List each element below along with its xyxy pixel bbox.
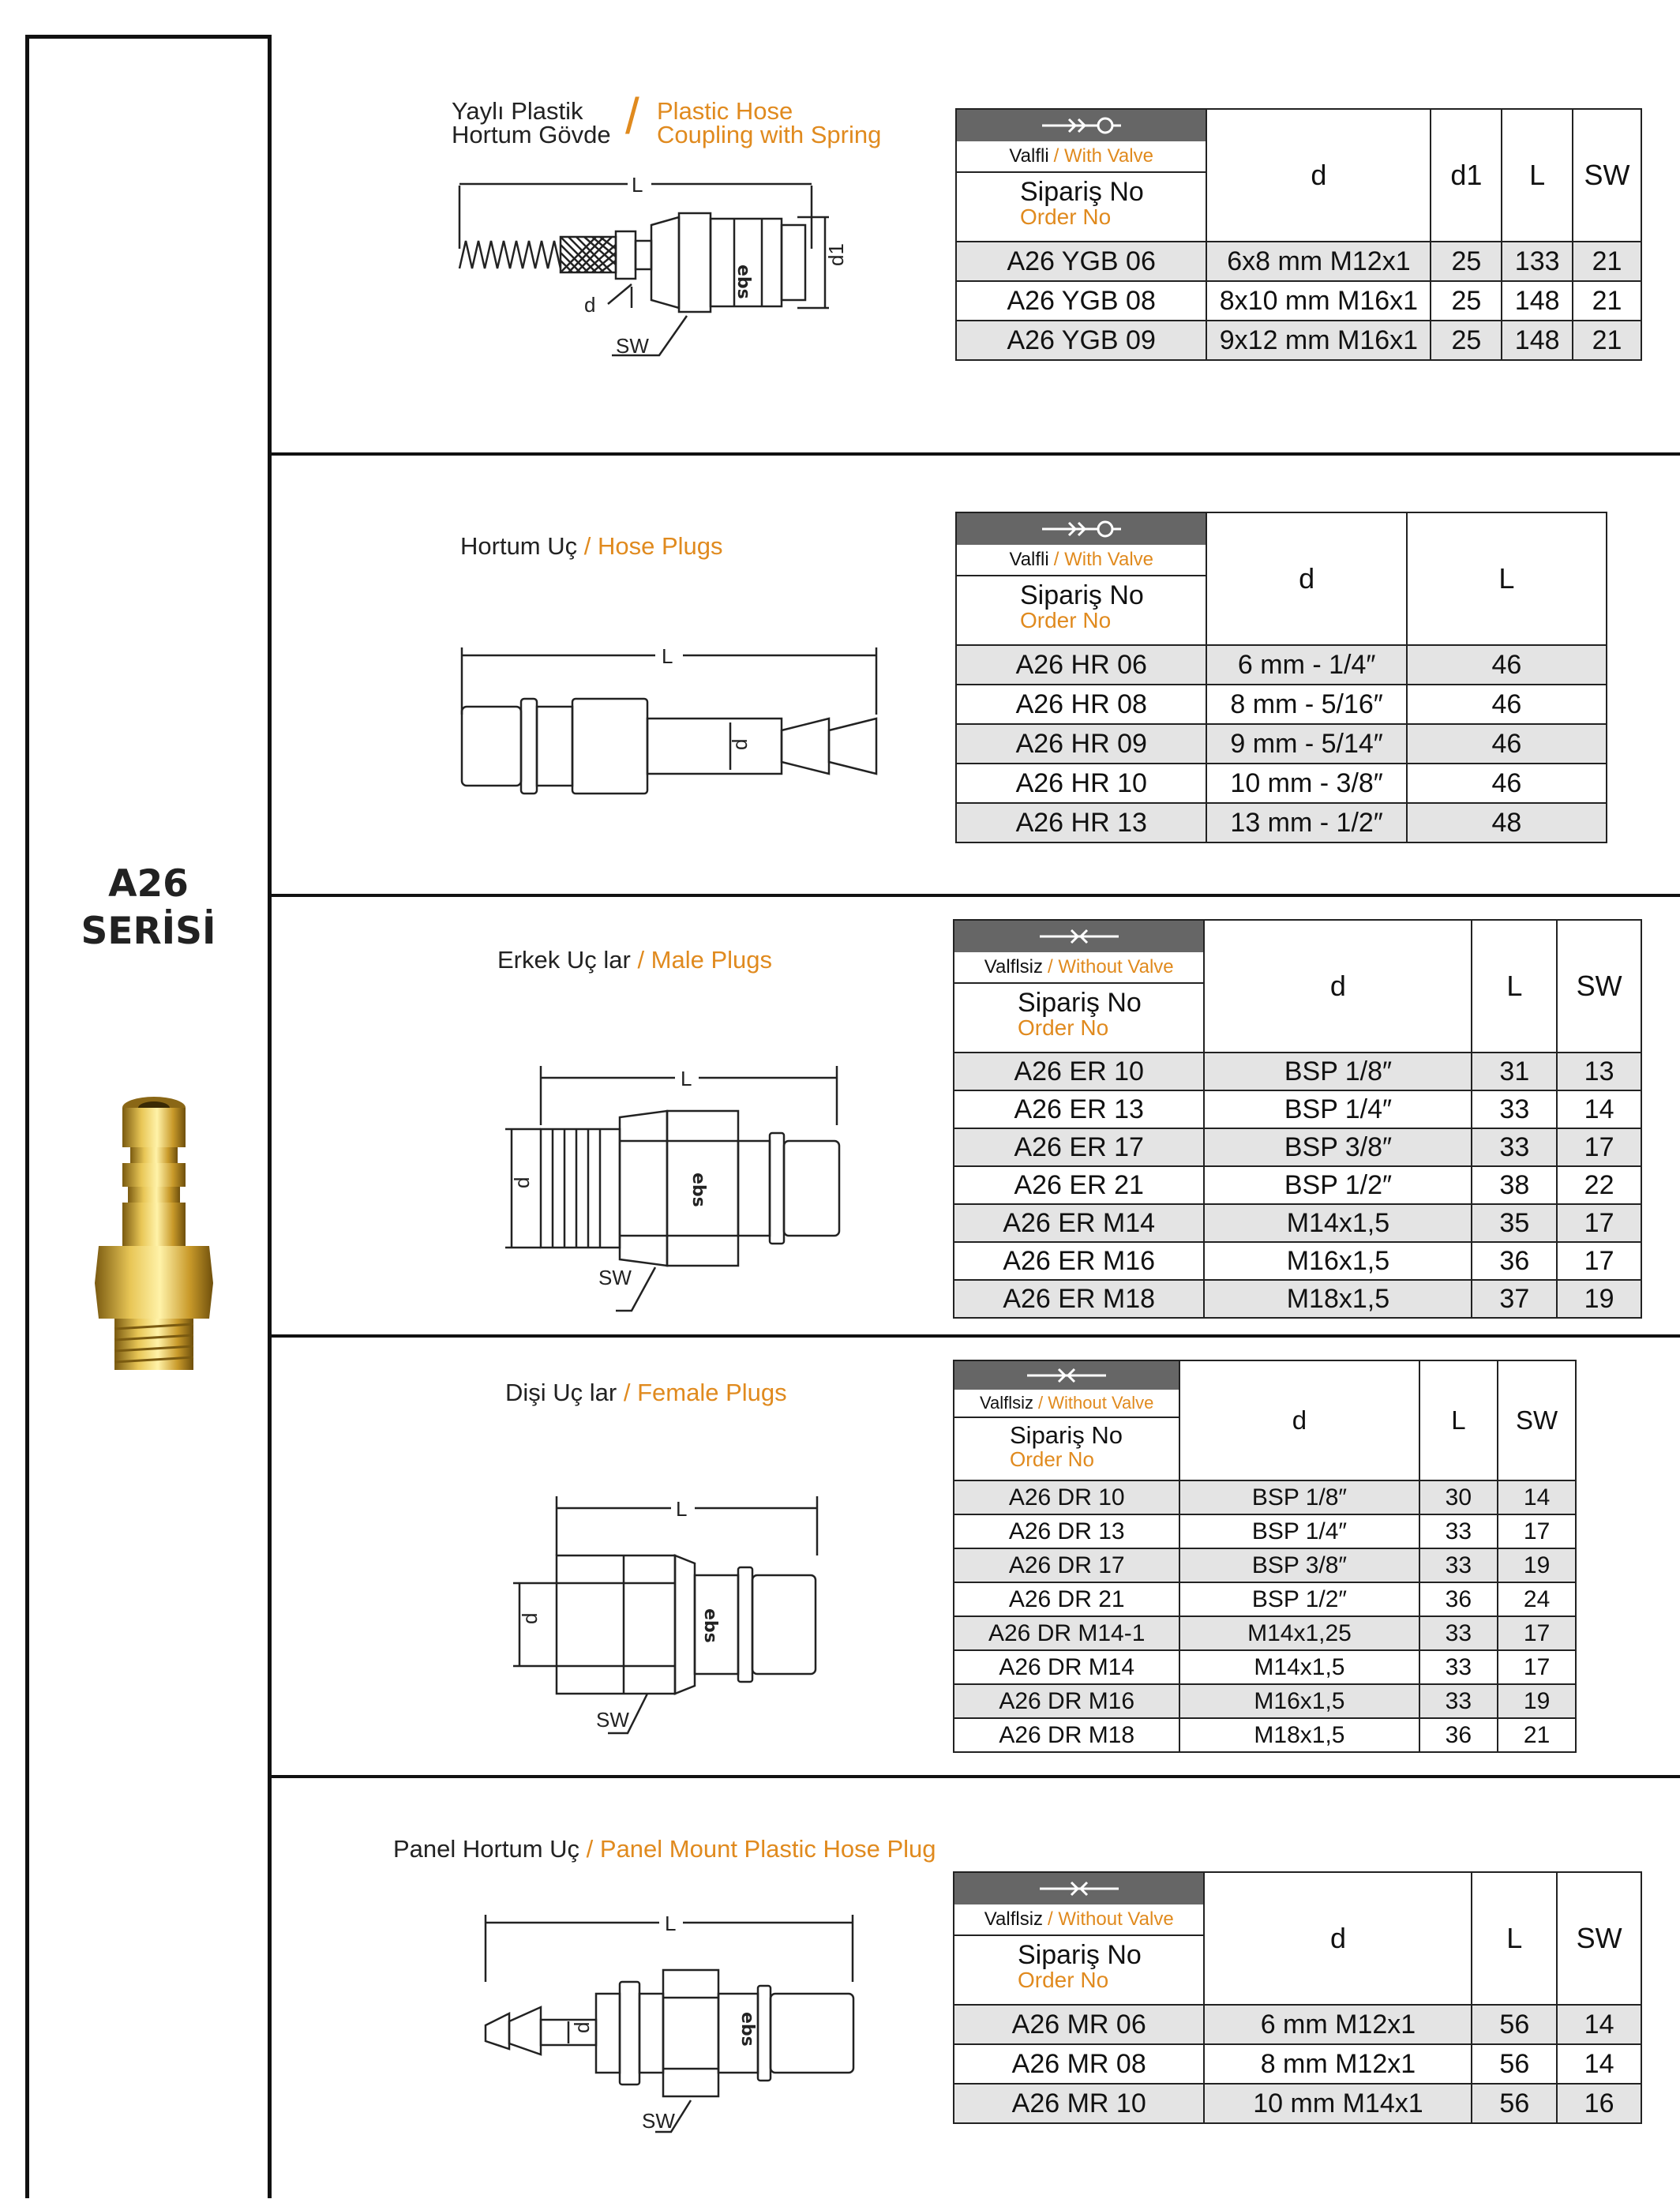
table-row	[954, 1280, 1641, 1318]
table-row	[956, 242, 1641, 281]
cell-L: 46	[1407, 685, 1607, 724]
order-no: A26 HR 08	[956, 685, 1206, 724]
valve-label: Valfli / With Valve	[957, 141, 1206, 173]
section-title: Erkek Uç lar / Male Plugs	[497, 946, 773, 974]
cell-L: 56	[1472, 2044, 1557, 2084]
order-label-en: Order No	[1020, 608, 1112, 632]
cell-SW: 16	[1557, 2084, 1641, 2123]
table-row	[954, 1053, 1641, 1090]
dim-d1: d1	[824, 243, 848, 266]
table-row	[954, 1514, 1576, 1548]
cell-d: 8 mm - 5/16″	[1206, 685, 1406, 724]
cell-L: 31	[1472, 1053, 1557, 1090]
cell-L: 30	[1419, 1480, 1498, 1514]
order-no: A26 DR M14-1	[954, 1616, 1179, 1650]
table-row	[954, 1480, 1576, 1514]
cell-L: 148	[1502, 321, 1573, 360]
cell-SW: 21	[1573, 242, 1641, 281]
col-header: d	[1204, 920, 1472, 1053]
order-no: A26 ER M18	[954, 1280, 1204, 1318]
valve-label-tr: Valflsiz	[984, 956, 1043, 978]
section-title: Hortum Uç / Hose Plugs	[460, 532, 723, 560]
table-row	[954, 1718, 1576, 1752]
cell-L: 33	[1419, 1616, 1498, 1650]
drawing-male-plug	[497, 1062, 853, 1291]
dim-L: L	[676, 1497, 688, 1521]
table-row	[954, 1166, 1641, 1204]
order-no: A26 YGB 06	[956, 242, 1206, 281]
col-header: L	[1472, 920, 1557, 1053]
order-no: A26 DR 10	[954, 1480, 1179, 1514]
dim-d: d	[728, 738, 752, 750]
table-row	[954, 1650, 1576, 1684]
spec-table-hose-plugs	[955, 512, 1607, 843]
table-row	[954, 1548, 1576, 1582]
section-divider	[272, 1775, 1680, 1778]
title-en: Hose Plugs	[598, 532, 723, 560]
cell-L: 33	[1472, 1128, 1557, 1166]
table-row	[954, 1204, 1641, 1242]
cell-d: M16x1,5	[1204, 1242, 1472, 1280]
cell-L: 36	[1419, 1718, 1498, 1752]
cell-d: BSP 1/2″	[1204, 1166, 1472, 1204]
cell-d1: 25	[1431, 281, 1502, 321]
cell-SW: 14	[1498, 1480, 1576, 1514]
cell-SW: 21	[1573, 281, 1641, 321]
order-header	[954, 1872, 1204, 2005]
order-label-en: Order No	[1018, 1015, 1109, 1040]
title-en: Male Plugs	[651, 946, 773, 974]
order-label-tr: Sipariş No	[1018, 988, 1142, 1018]
order-label-tr: Sipariş No	[1010, 1421, 1123, 1449]
cell-d: M18x1,5	[1179, 1718, 1419, 1752]
valve-label-en: Without Valve	[1058, 956, 1174, 978]
table-row	[956, 724, 1607, 764]
cell-L: 56	[1472, 2084, 1557, 2123]
valve-label: Valfli / With Valve	[957, 545, 1206, 576]
section-divider	[272, 894, 1680, 897]
series-code: A26	[108, 862, 189, 906]
col-header: SW	[1498, 1360, 1576, 1480]
title-en: Panel Mount Plastic Hose Plug	[599, 1835, 936, 1863]
table-row	[954, 2005, 1641, 2044]
brand-logo: ebs	[737, 2012, 757, 2047]
table-row	[956, 281, 1641, 321]
cell-SW: 17	[1498, 1616, 1576, 1650]
dim-L: L	[632, 173, 643, 197]
svg-text:ebs: ebs	[733, 265, 753, 299]
col-header: d1	[1431, 109, 1502, 242]
spec-table-female-plugs	[953, 1360, 1577, 1753]
drawing-plastic-hose-coupling	[450, 170, 848, 375]
order-label-en: Order No	[1010, 1447, 1094, 1471]
order-no: A26 ER 17	[954, 1128, 1204, 1166]
cell-L: 46	[1407, 764, 1607, 803]
valve-label-en: With Valve	[1064, 145, 1153, 167]
cell-d: BSP 1/4″	[1179, 1514, 1419, 1548]
order-label-tr: Sipariş No	[1020, 580, 1144, 610]
valve-closed-icon	[954, 1873, 1203, 1904]
cell-d: M14x1,5	[1204, 1204, 1472, 1242]
cell-L: 33	[1419, 1548, 1498, 1582]
valve-label-en: Without Valve	[1048, 1393, 1154, 1413]
cell-SW: 17	[1557, 1242, 1641, 1280]
valve-label-en: With Valve	[1064, 549, 1153, 570]
cell-d: BSP 1/8″	[1204, 1053, 1472, 1090]
title-en-line2: Coupling with Spring	[657, 121, 882, 148]
cell-SW: 21	[1573, 321, 1641, 360]
cell-SW: 13	[1557, 1053, 1641, 1090]
cell-d: BSP 1/4″	[1204, 1090, 1472, 1128]
col-header: SW	[1573, 109, 1641, 242]
col-header: d	[1206, 109, 1431, 242]
table-row	[956, 685, 1607, 724]
cell-d: BSP 1/8″	[1179, 1480, 1419, 1514]
order-label-tr: Sipariş No	[1020, 177, 1144, 207]
cell-L: 33	[1419, 1684, 1498, 1718]
dim-SW: SW	[596, 1708, 629, 1732]
table-row	[954, 1242, 1641, 1280]
order-no: A26 ER 10	[954, 1053, 1204, 1090]
cell-d1: 25	[1431, 242, 1502, 281]
valve-label-tr: Valfli	[1009, 145, 1049, 167]
valve-closed-icon	[954, 1361, 1179, 1390]
valve-label-tr: Valflsiz	[979, 1393, 1034, 1413]
order-no: A26 MR 10	[954, 2084, 1204, 2123]
order-no: A26 MR 06	[954, 2005, 1204, 2044]
dim-d: d	[584, 293, 596, 317]
spec-table-panel-mount-plug	[953, 1871, 1642, 2124]
spec-table-plastic-hose-coupling	[955, 108, 1642, 361]
cell-d1: 25	[1431, 321, 1502, 360]
section-title-tr	[452, 99, 611, 147]
order-no: A26 DR 21	[954, 1582, 1179, 1616]
title-en: Female Plugs	[637, 1379, 787, 1406]
cell-L: 33	[1472, 1090, 1557, 1128]
cell-L: 35	[1472, 1204, 1557, 1242]
cell-L: 36	[1419, 1582, 1498, 1616]
order-no: A26 ER 13	[954, 1090, 1204, 1128]
series-title	[25, 861, 272, 955]
dim-L: L	[681, 1067, 692, 1090]
table-row	[956, 645, 1607, 685]
title-tr-line2: Hortum Gövde	[452, 121, 611, 148]
cell-L: 133	[1502, 242, 1573, 281]
drawing-female-plug	[497, 1492, 829, 1732]
valve-label-en: Without Valve	[1058, 1908, 1174, 1930]
section-title-en	[657, 99, 881, 147]
valve-label: Valflsiz / Without Valve	[954, 952, 1203, 984]
order-no: A26 HR 06	[956, 645, 1206, 685]
section-title: Dişi Uç lar / Female Plugs	[505, 1379, 787, 1406]
cell-d: 6x8 mm M12x1	[1206, 242, 1431, 281]
dim-L: L	[665, 1912, 677, 1935]
dim-SW: SW	[642, 2109, 675, 2133]
cell-L: 46	[1407, 645, 1607, 685]
cell-SW: 14	[1557, 2005, 1641, 2044]
drawing-panel-mount-plug	[474, 1911, 861, 2132]
title-tr: Erkek Uç lar	[497, 946, 631, 974]
order-no: A26 DR M14	[954, 1650, 1179, 1684]
order-no: A26 DR 17	[954, 1548, 1179, 1582]
col-header: L	[1419, 1360, 1498, 1480]
title-slash: /	[625, 88, 639, 144]
table-row	[954, 1090, 1641, 1128]
col-header: SW	[1557, 1872, 1641, 2005]
spec-table-male-plugs	[953, 919, 1642, 1319]
cell-SW: 17	[1498, 1650, 1576, 1684]
drawing-hose-plug	[458, 644, 884, 801]
order-no: A26 DR M18	[954, 1718, 1179, 1752]
order-no: A26 HR 09	[956, 724, 1206, 764]
cell-d: 13 mm - 1/2″	[1206, 803, 1406, 842]
dim-d: d	[518, 1612, 542, 1624]
order-no: A26 MR 08	[954, 2044, 1204, 2084]
product-photo	[87, 1094, 221, 1378]
order-no: A26 YGB 09	[956, 321, 1206, 360]
order-no: A26 YGB 08	[956, 281, 1206, 321]
cell-L: 46	[1407, 724, 1607, 764]
section-title: Panel Hortum Uç / Panel Mount Plastic Hose Plug	[393, 1835, 936, 1863]
cell-SW: 14	[1557, 1090, 1641, 1128]
table-row	[956, 764, 1607, 803]
cell-SW: 17	[1557, 1204, 1641, 1242]
valve-label-tr: Valfli	[1009, 549, 1049, 570]
dim-d: d	[570, 2021, 594, 2033]
col-header: L	[1502, 109, 1573, 242]
dim-L: L	[662, 644, 673, 668]
col-header: d	[1206, 512, 1406, 645]
cell-SW: 19	[1557, 1280, 1641, 1318]
title-en-line1: Plastic Hose	[657, 97, 793, 125]
table-row	[954, 1684, 1576, 1718]
cell-SW: 17	[1557, 1128, 1641, 1166]
valve-open-icon	[957, 513, 1206, 545]
cell-d: BSP 1/2″	[1179, 1582, 1419, 1616]
order-no: A26 ER 21	[954, 1166, 1204, 1204]
title-tr: Hortum Uç	[460, 532, 578, 560]
cell-d: M18x1,5	[1204, 1280, 1472, 1318]
cell-L: 48	[1407, 803, 1607, 842]
table-row	[954, 1128, 1641, 1166]
cell-d: M14x1,5	[1179, 1650, 1419, 1684]
brand-logo: ebs	[688, 1173, 708, 1207]
order-no: A26 ER M16	[954, 1242, 1204, 1280]
table-row	[956, 321, 1641, 360]
valve-label-tr: Valflsiz	[984, 1908, 1044, 1930]
title-tr: Dişi Uç lar	[505, 1379, 617, 1406]
valve-label: Valflsiz / Without Valve	[954, 1390, 1179, 1418]
cell-SW: 14	[1557, 2044, 1641, 2084]
series-word: SERİSİ	[81, 910, 216, 953]
order-header	[954, 920, 1204, 1053]
order-header	[956, 109, 1206, 242]
cell-L: 36	[1472, 1242, 1557, 1280]
order-header	[954, 1360, 1179, 1480]
col-header: SW	[1557, 920, 1641, 1053]
dim-d: d	[510, 1176, 534, 1188]
order-no: A26 HR 10	[956, 764, 1206, 803]
table-row	[954, 2044, 1641, 2084]
order-no: A26 ER M14	[954, 1204, 1204, 1242]
table-row	[954, 1582, 1576, 1616]
title-tr: Panel Hortum Uç	[393, 1835, 580, 1863]
valve-label: Valflsiz / Without Valve	[954, 1904, 1203, 1936]
order-no: A26 DR M16	[954, 1684, 1179, 1718]
col-header: L	[1472, 1872, 1557, 2005]
order-no: A26 DR 13	[954, 1514, 1179, 1548]
cell-SW: 24	[1498, 1582, 1576, 1616]
dim-SW: SW	[616, 334, 649, 358]
cell-d: 6 mm M12x1	[1204, 2005, 1472, 2044]
col-header: d	[1204, 1872, 1472, 2005]
cell-d: 8x10 mm M16x1	[1206, 281, 1431, 321]
col-header: L	[1407, 512, 1607, 645]
section-divider	[272, 452, 1680, 456]
valve-closed-icon	[954, 921, 1203, 952]
col-header: d	[1179, 1360, 1419, 1480]
cell-d: 9x12 mm M16x1	[1206, 321, 1431, 360]
title-tr-line1: Yaylı Plastik	[452, 97, 583, 125]
table-row	[954, 1616, 1576, 1650]
cell-SW: 17	[1498, 1514, 1576, 1548]
cell-d: BSP 3/8″	[1204, 1128, 1472, 1166]
cell-d: M14x1,25	[1179, 1616, 1419, 1650]
order-label-tr: Sipariş No	[1018, 1940, 1142, 1970]
cell-L: 37	[1472, 1280, 1557, 1318]
cell-L: 38	[1472, 1166, 1557, 1204]
order-label-en: Order No	[1020, 205, 1112, 229]
cell-d: 10 mm M14x1	[1204, 2084, 1472, 2123]
cell-SW: 19	[1498, 1548, 1576, 1582]
cell-SW: 21	[1498, 1718, 1576, 1752]
table-row	[956, 803, 1607, 842]
section-divider	[272, 1334, 1680, 1338]
cell-L: 148	[1502, 281, 1573, 321]
cell-SW: 22	[1557, 1166, 1641, 1204]
dim-SW: SW	[598, 1266, 632, 1289]
order-header	[956, 512, 1206, 645]
cell-d: BSP 3/8″	[1179, 1548, 1419, 1582]
cell-L: 33	[1419, 1514, 1498, 1548]
cell-L: 56	[1472, 2005, 1557, 2044]
cell-d: 8 mm M12x1	[1204, 2044, 1472, 2084]
cell-d: 10 mm - 3/8″	[1206, 764, 1406, 803]
cell-SW: 19	[1498, 1684, 1576, 1718]
cell-d: 9 mm - 5/14″	[1206, 724, 1406, 764]
table-row	[954, 2084, 1641, 2123]
brand-logo: ebs	[700, 1608, 720, 1643]
cell-d: 6 mm - 1/4″	[1206, 645, 1406, 685]
valve-open-icon	[957, 110, 1206, 141]
cell-L: 33	[1419, 1650, 1498, 1684]
cell-d: M16x1,5	[1179, 1684, 1419, 1718]
order-no: A26 HR 13	[956, 803, 1206, 842]
order-label-en: Order No	[1018, 1968, 1109, 1992]
